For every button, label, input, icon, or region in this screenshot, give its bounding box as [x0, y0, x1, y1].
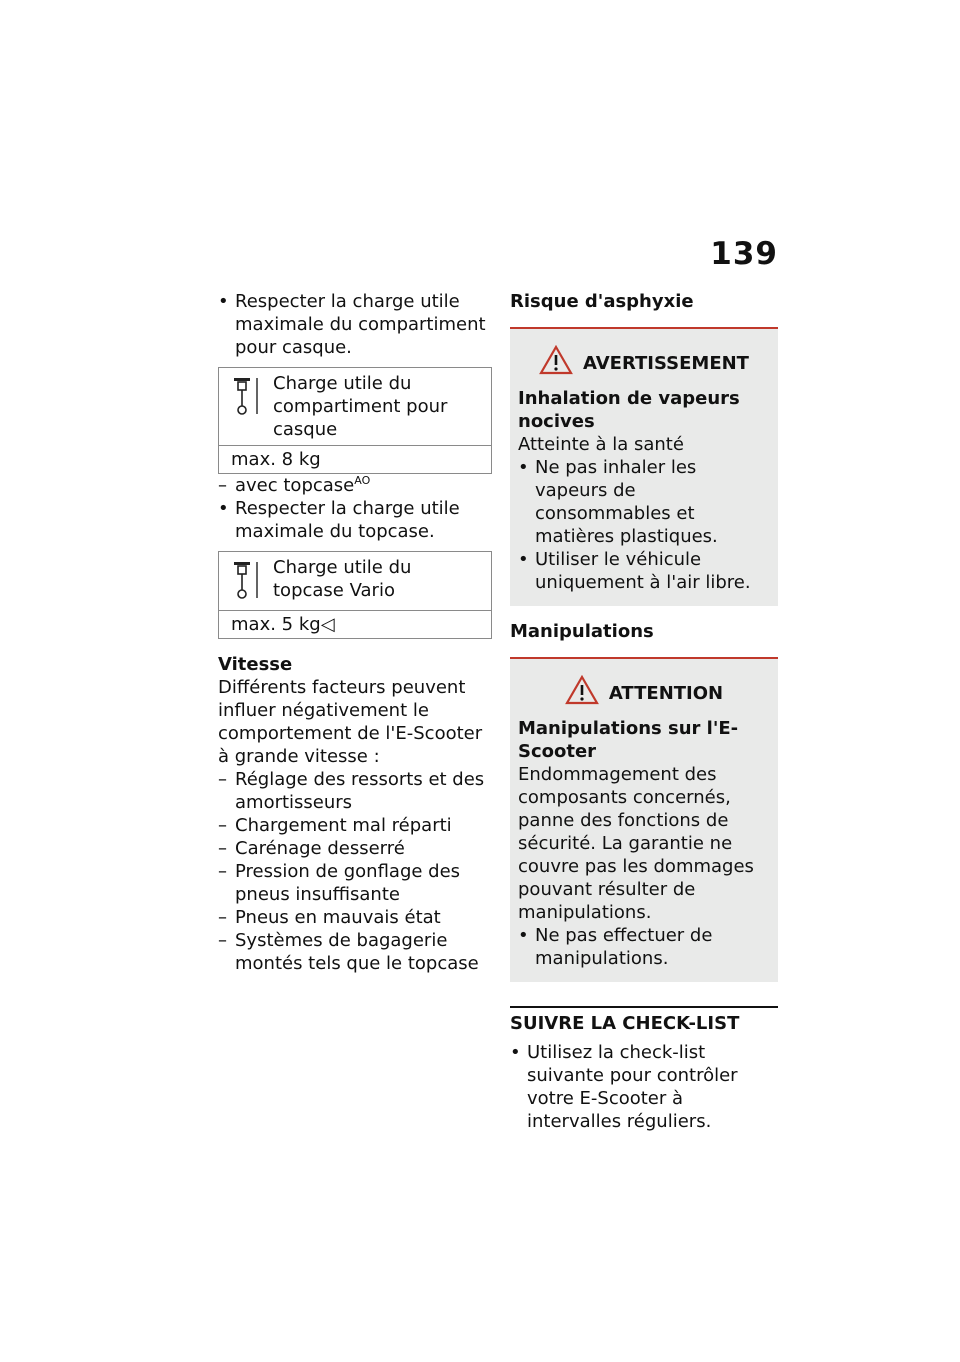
warning-box	[510, 327, 778, 606]
list-item: – Pression de gonflage des pneus insuffisante	[218, 860, 492, 906]
list-item: • Respecter la charge utile maximale du compartiment pour casque.	[218, 290, 492, 359]
spec-value-text: max. 5 kg	[231, 614, 321, 635]
end-mark: ◁	[320, 614, 335, 635]
weight-icon	[231, 556, 273, 606]
warning-title: ATTENTION	[608, 682, 724, 704]
list-item: • Respecter la charge utile maximale du topcase.	[218, 497, 492, 543]
list-item: • Ne pas inhaler les vapeurs de consommables et matières plastiques.	[518, 456, 770, 548]
spec-box-helmet	[218, 367, 492, 474]
spec-value	[219, 610, 491, 638]
manip-heading: Manipulations	[510, 621, 654, 642]
warning-triangle-icon	[565, 675, 599, 711]
spec-value: max. 8 kg	[219, 445, 491, 473]
section-title: SUIVRE LA CHECK-LIST	[510, 1006, 778, 1035]
left-column	[218, 290, 492, 975]
list-item: – Carénage desserré	[218, 837, 492, 860]
page-number: 139	[710, 236, 778, 272]
warning-subtitle: Manipulations sur l'E-Scooter	[518, 718, 739, 762]
caution-box	[510, 657, 778, 982]
right-column	[510, 290, 778, 1133]
list-item: – Chargement mal réparti	[218, 814, 492, 837]
spec-box-topcase	[218, 551, 492, 639]
warning-text: Endommagement des composants concernés, panne des fonctions de sécurité. La garantie ne couvre pas les dommages pouvant résulter de manipulations.	[518, 764, 754, 923]
warning-triangle-icon	[539, 345, 573, 381]
list-item: – Systèmes de bagagerie montés tels que le topcase	[218, 929, 492, 975]
list-item: • Ne pas effectuer de manipulations.	[518, 924, 770, 970]
list-item: – Réglage des ressorts et des amortisseurs	[218, 768, 492, 814]
spec-label: Charge utile du topcase Vario	[273, 557, 412, 601]
list-item: • Utiliser le véhicule uniquement à l'air libre.	[518, 548, 770, 594]
vitesse-heading: Vitesse	[218, 654, 293, 675]
list-item	[218, 474, 492, 497]
warning-title: AVERTISSEMENT	[583, 352, 749, 374]
topcase-label: avec topcase	[235, 475, 355, 496]
warning-text: Atteinte à la santé	[518, 434, 684, 455]
asphyxie-heading: Risque d'asphyxie	[510, 291, 694, 312]
list-item: – Pneus en mauvais état	[218, 906, 492, 929]
warning-subtitle: Inhalation de vapeurs nocives	[518, 388, 740, 432]
spec-label: Charge utile du compartiment pour casque	[273, 373, 448, 440]
option-superscript: AO	[354, 474, 371, 487]
vitesse-text: Différents facteurs peuvent influer négativement le comportement de l'E-Scooter à grande vitesse :	[218, 677, 483, 767]
weight-icon	[231, 372, 273, 441]
list-item: • Utilisez la check-list suivante pour contrôler votre E-Scooter à intervalles réguliers.	[510, 1041, 778, 1133]
